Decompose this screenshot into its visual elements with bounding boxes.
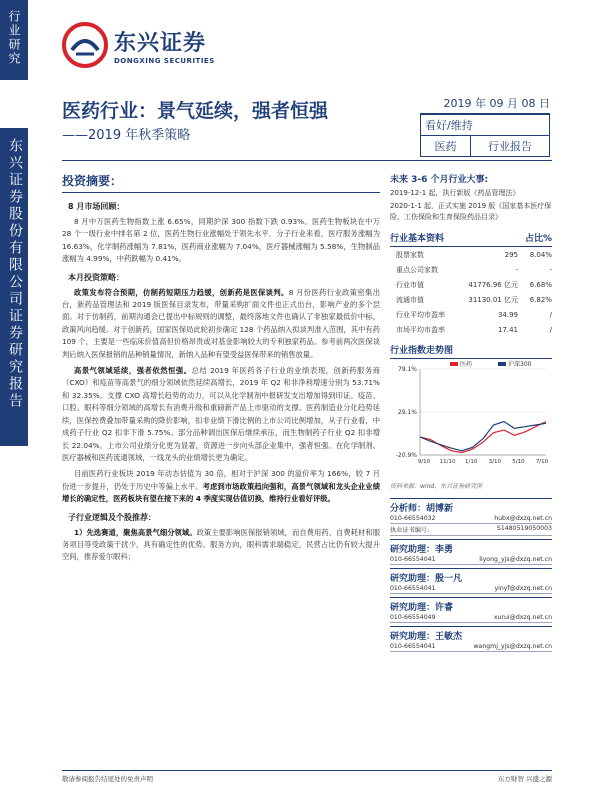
row-label: 股票家数 [396, 250, 424, 259]
page-footer [62, 770, 552, 783]
company-logo [62, 22, 215, 68]
row-pct: / [549, 310, 552, 319]
analyst-email[interactable]: liyong_yjs@dxzq.net.cn [479, 556, 552, 563]
market-review-text: 8 月中万医药生物指数上涨 6.65%，同期沪深 300 指数下跌 0.93%。医药生物板块在中万 28 个一级行业中排名第 2 位，医药生物行业涨幅处于领先水平，分子行业来看，医疗服务涨幅为 16.63%，化学制药涨幅为 7.81%，医药商业涨幅为 7.04%，医疗器械涨幅为 5.58%，生物制品涨幅为 4.99%，中药跌幅为 0.41%。 [62, 217, 380, 264]
industry-info-table [390, 247, 552, 337]
strategy-title: 本月投资策略： [68, 272, 124, 282]
row-pct: / [549, 325, 552, 334]
analyst-name: 研究助理：王敏杰 [390, 626, 552, 642]
events-title: 未来 3-6 个月行业大事: [390, 175, 489, 185]
series-line-1 [420, 422, 546, 451]
report-type: 行业报告 [488, 140, 532, 153]
industry-info-title: 行业基本资料 [390, 234, 445, 244]
row-label: 行业市值 [396, 280, 424, 289]
row-label: 重点公司家数 [396, 265, 438, 274]
analyst-entry [390, 539, 552, 565]
growth-lead: 高景气领域延续，强者依然恒强。 [74, 366, 192, 376]
row-pct: - [549, 265, 552, 274]
analyst-entry [390, 568, 552, 594]
analyst-phone: 010-66554032 [390, 515, 436, 522]
y-tick-label: -20.9% [395, 452, 417, 459]
report-meta-box [420, 95, 550, 157]
analyst-phone: 010-66554041 [390, 643, 436, 650]
legend-swatch [450, 362, 458, 366]
row-label: 行业平均市盈率 [396, 310, 445, 319]
analyst-name: 研究助理：殷一凡 [390, 568, 552, 584]
industry-info-pct-label: 占比% [524, 234, 552, 244]
legend-swatch [498, 362, 506, 366]
cert-label: 执业证书编号: [390, 527, 430, 534]
row-label: 市场平均市盈率 [396, 325, 445, 334]
chart-title: 行业指数走势图 [390, 343, 552, 359]
row-value: - [515, 265, 518, 274]
report-date: 2019 年 09 月 08 日 [420, 95, 550, 115]
right-column [390, 172, 552, 652]
y-tick-label: 79.1% [397, 366, 417, 373]
table-row [390, 292, 552, 307]
subsector-paragraph [62, 527, 380, 564]
row-pct: 8.04% [529, 250, 552, 259]
analyst-phone: 010-66554041 [390, 585, 436, 592]
analyst-email[interactable]: wangmj_yjs@dxzq.net.cn [473, 643, 552, 650]
growth-paragraph [62, 365, 380, 464]
legend-label: 医药 [460, 361, 473, 368]
event-item: 2020-1-1 起，正式实施 2019 版《国家基本医疗保险、工伤保险和生育保险药品目录》 [390, 202, 552, 221]
industry: 医药 [421, 136, 471, 156]
strategy-lead: 政策发布符合预期，仿制药短期压力趋缓，创新药是医保谈判。 [74, 287, 289, 297]
table-row [390, 307, 552, 322]
subsector-title: 子行业逻辑及个股推荐： [68, 512, 156, 522]
rating: 看好/维持 [425, 119, 473, 132]
chart-source: 资料来源：wind、东兴证券研究所 [390, 483, 483, 490]
row-pct: 6.82% [529, 295, 552, 304]
analyst-email[interactable]: yinyf@dxzq.net.cn [494, 585, 552, 592]
analyst-cert [390, 524, 552, 536]
strategy-text: 8 月份医药行业政策密集出台，新药品管理法和 2019 版医保目录发布，带量采购扩面文件也正式出台，影响产业的多个层面。对于仿制药，前期沟通会已提出中标规则的调整，最终落地文件也确认了非独家最低价中标，政策风向趋缓。对于创新药，国家医保局此轮初步确定 128 个药品纳入拟谈判准入范围，其中有药 109 个，主要是一些临床价值高但价格昂贵或对基金影响较大的专利独家药品。参考前两次医保谈判后纳入医保报销的品种销量情况，新纳入品种有望受益医保带来的销售放量。 [62, 287, 380, 359]
logo-mark-icon [62, 22, 108, 68]
row-value: 31130.01 亿元 [468, 295, 518, 304]
industry-info-header [390, 231, 552, 247]
analyst-entry [390, 498, 552, 536]
table-row [390, 247, 552, 262]
company-label: 东兴证券股份有限公司证券研究报告 [7, 138, 23, 410]
logo-text-en: DONGXING SECURITIES [114, 56, 215, 65]
y-tick-label: 29.1% [397, 409, 417, 416]
row-pct: 6.68% [529, 280, 552, 289]
analyst-contact [390, 555, 552, 565]
analyst-name: 研究助理：许睿 [390, 597, 552, 613]
valuation-paragraph [62, 468, 380, 505]
analyst-email[interactable]: xurui@dxzq.net.cn [493, 614, 552, 621]
analyst-list [390, 498, 552, 652]
x-tick-label: 9/10 [417, 459, 431, 465]
growth-text: 总结 2019 年医药各子行业的业绩表现，创新药服务商（CXO）和疫苗等高景气的细分领域依然延续高增长，2019 年 Q2 和非净利增速分别为 53.71%和 32.35%。支撑 CXO 高增长趋势的动力，可以从化学制剂中报研发支出增加得到印证。疫苗、口腔、眼科等细分领域的高增长有消费升级和重磅新产品上市驱动的支撑。医药制造业分化趋势延续，医保控费叠加带量采购的降价影响，扣非业绩下滑比例的上市公司比例增加，从子行业看，中成药子行业 Q2 扣非下滑 5.75%。部分品种调出医保后继续承压，而生物制药子行业 Q2 扣非增长 22.04%。上市公司业绩分化更为显著，资源进一步向头部企业集中，强者恒强。在化学制剂、医疗器械和医药流通领域，一线龙头的业绩增长更为确定。 [62, 366, 380, 462]
row-label: 流通市值 [396, 295, 424, 304]
event-item: 2019-12-1 起，执行新版《药品管理法》 [390, 189, 520, 197]
header-divider [62, 160, 552, 161]
sidebar-category [0, 0, 28, 80]
analyst-phone: 010-66554049 [390, 614, 436, 621]
subsector-lead: 1）先选赛道，聚焦高景气细分领域。 [74, 527, 197, 537]
analyst-name: 研究助理：李勇 [390, 539, 552, 555]
table-row [390, 262, 552, 277]
table-row [390, 322, 552, 337]
row-value: 295 [504, 250, 518, 259]
analyst-entry [390, 626, 552, 652]
row-value: 17.41 [497, 325, 518, 334]
valuation-text: 目前医药行业板块 2019 年动态估值为 30 倍，相对于沪深 300 的溢价率为 166%，较 7 月份进一步提升，仍处于历史中等偏上水平。 [62, 469, 380, 491]
report-subtitle: ——2019 年秋季策略 [62, 128, 191, 143]
disclaimer-note: 敬请参阅报告结尾处的免责声明 [62, 775, 153, 783]
table-row [390, 277, 552, 292]
analyst-name: 分析师：胡博新 [390, 498, 552, 514]
strategy-paragraph [62, 287, 380, 361]
valuation-bold: 考虑到市场政策趋向强和，高景气领域和龙头企业业绩增长的确定性，医药板块有望在接下来的 4 季度实现估值切换，维持行业看好评级。 [62, 481, 381, 504]
cert-number: S1480519050003 [496, 525, 552, 532]
summary-column [62, 172, 380, 568]
subsector-text: 政策主要影响医保报销领域，而自费用药、自费耗材和服务项目等受政策干扰少，具有确定性的优势。服务方向，眼科需求端稳定，民营占比仍有较大提升空间，推荐爱尔眼科； [62, 527, 381, 562]
logo-text-cn: 东兴证券 [114, 30, 207, 56]
x-tick-label: 5/10 [512, 459, 525, 465]
analyst-contact [390, 613, 552, 623]
category-label: 行业研究 [7, 10, 21, 66]
x-tick-label: 3/10 [488, 459, 501, 465]
x-tick-label: 11/10 [439, 459, 456, 465]
summary-heading: 投资摘要： [62, 172, 380, 193]
x-tick-label: 1/10 [465, 459, 478, 465]
slogan: 东方财智 兴盛之源 [497, 775, 552, 783]
analyst-phone: 010-66554041 [390, 556, 436, 563]
analyst-contact [390, 514, 552, 524]
analyst-email[interactable]: hubx@dxzq.net.cn [494, 515, 552, 522]
legend-label: 沪深300 [508, 361, 532, 368]
market-review-title: 8 月市场回顾： [68, 202, 125, 211]
row-value: 41776.96 亿元 [468, 280, 518, 289]
report-title: 医药行业：景气延续，强者恒强 [62, 100, 329, 122]
row-value: 34.99 [497, 310, 518, 319]
analyst-entry [390, 597, 552, 623]
analyst-contact [390, 642, 552, 652]
x-tick-label: 7/10 [535, 459, 549, 465]
analyst-contact [390, 584, 552, 594]
sidebar-company [0, 128, 28, 446]
index-chart [390, 359, 552, 475]
